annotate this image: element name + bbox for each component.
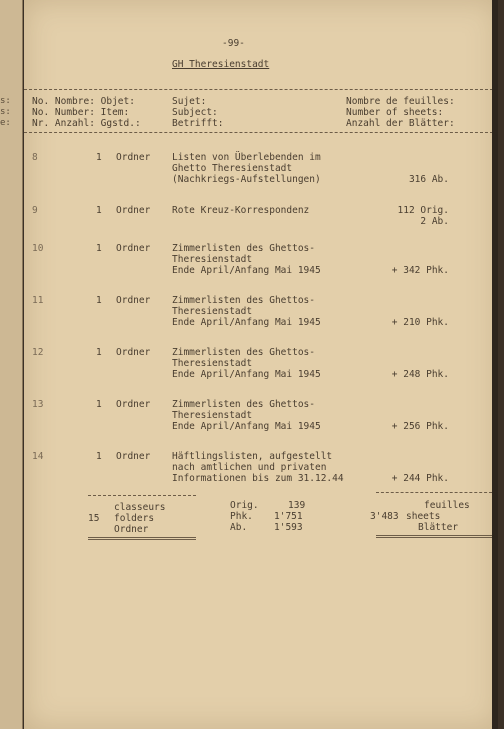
- row-subject-line: Zimmerlisten des Ghettos-: [172, 243, 315, 254]
- header-sheets-line: Number of sheets:: [346, 107, 444, 118]
- totals-rule-right: [376, 492, 492, 493]
- totals-breakdown-value: 1'593: [274, 522, 303, 533]
- totals-breakdown-label: Phk.: [230, 511, 253, 522]
- row-subject-line: Häftlingslisten, aufgestellt: [172, 451, 333, 462]
- totals-breakdown-value: 1'751: [274, 511, 303, 522]
- totals-sheets-label: feuilles: [424, 500, 470, 511]
- row-item: Ordner: [116, 347, 151, 358]
- row-number: 8: [32, 152, 38, 163]
- row-subject-line: Ende April/Anfang Mai 1945: [172, 265, 321, 276]
- totals-units-label: Ordner: [114, 524, 149, 535]
- totals-double-rule-right: [376, 535, 492, 538]
- header-left-line: Nr. Anzahl: Ggstd.:: [32, 118, 141, 129]
- row-subject-line: Ende April/Anfang Mai 1945: [172, 369, 321, 380]
- row-sheets: + 210 Phk.: [391, 317, 449, 328]
- totals-breakdown-value: 139: [288, 500, 306, 511]
- totals-breakdown-label: Orig.: [230, 500, 259, 511]
- row-subject-line: Zimmerlisten des Ghettos-: [172, 399, 315, 410]
- header-subject-line: Subject:: [172, 107, 218, 118]
- row-subject-line: Ende April/Anfang Mai 1945: [172, 317, 321, 328]
- row-count: 1: [96, 399, 102, 410]
- totals-sheets-count: 3'483: [370, 511, 399, 522]
- header-subject-line: Betrifft:: [172, 118, 224, 129]
- prev-page-fragment: s:: [0, 96, 11, 106]
- row-subject-line: Theresienstadt: [172, 358, 253, 369]
- page-title: GH Theresienstadt: [172, 59, 270, 70]
- totals-units-label: folders: [114, 513, 155, 524]
- row-sheets: 316 Ab.: [408, 174, 449, 185]
- prev-page-fragment: s:: [0, 107, 11, 117]
- row-count: 1: [96, 295, 102, 306]
- totals-units-count: 15: [88, 513, 100, 524]
- header-bottom-rule: [24, 132, 498, 133]
- row-count: 1: [96, 347, 102, 358]
- row-subject-line: Ghetto Theresienstadt: [172, 163, 293, 174]
- row-subject-line: nach amtlichen und privaten: [172, 462, 327, 473]
- row-number: 13: [32, 399, 44, 410]
- header-top-rule: [24, 89, 498, 90]
- row-subject-line: Theresienstadt: [172, 254, 253, 265]
- row-subject-line: Theresienstadt: [172, 306, 253, 317]
- row-item: Ordner: [116, 243, 151, 254]
- row-item: Ordner: [116, 399, 151, 410]
- row-count: 1: [96, 152, 102, 163]
- row-count: 1: [96, 451, 102, 462]
- totals-rule-left: [88, 495, 196, 496]
- row-number: 9: [32, 205, 38, 216]
- row-number: 10: [32, 243, 44, 254]
- row-item: Ordner: [116, 295, 151, 306]
- row-number: 11: [32, 295, 44, 306]
- page-number: -99-: [222, 38, 245, 49]
- prev-page-fragment: e:: [0, 118, 11, 128]
- document-page: [24, 0, 498, 729]
- row-sheets: + 248 Phk.: [391, 369, 449, 380]
- page-right-edge: [492, 0, 498, 729]
- row-subject-line: Zimmerlisten des Ghettos-: [172, 295, 315, 306]
- row-subject-line: Ende April/Anfang Mai 1945: [172, 421, 321, 432]
- totals-double-rule-left: [88, 537, 196, 540]
- previous-page-edge: [0, 0, 23, 729]
- row-subject-line: Zimmerlisten des Ghettos-: [172, 347, 315, 358]
- row-subject-line: Listen von Überlebenden im: [172, 152, 321, 163]
- header-sheets-line: Anzahl der Blätter:: [346, 118, 455, 129]
- row-sheets: 2 Ab.: [420, 216, 449, 227]
- row-item: Ordner: [116, 205, 151, 216]
- row-count: 1: [96, 243, 102, 254]
- header-left-line: No. Number: Item:: [32, 107, 130, 118]
- totals-breakdown-label: Ab.: [230, 522, 248, 533]
- header-subject-line: Sujet:: [172, 96, 207, 107]
- row-sheets: 112 Orig.: [397, 205, 449, 216]
- totals-units-label: classeurs: [114, 502, 166, 513]
- row-count: 1: [96, 205, 102, 216]
- row-sheets: + 342 Phk.: [391, 265, 449, 276]
- row-sheets: + 244 Phk.: [391, 473, 449, 484]
- row-subject-line: (Nachkriegs-Aufstellungen): [172, 174, 321, 185]
- row-number: 12: [32, 347, 44, 358]
- header-left-line: No. Nombre: Objet:: [32, 96, 135, 107]
- row-subject-line: Rote Kreuz-Korrespondenz: [172, 205, 310, 216]
- row-item: Ordner: [116, 451, 151, 462]
- totals-sheets-label: sheets: [406, 511, 441, 522]
- row-item: Ordner: [116, 152, 151, 163]
- row-sheets: + 256 Phk.: [391, 421, 449, 432]
- row-subject-line: Informationen bis zum 31.12.44: [172, 473, 344, 484]
- row-subject-line: Theresienstadt: [172, 410, 253, 421]
- header-sheets-line: Nombre de feuilles:: [346, 96, 455, 107]
- row-number: 14: [32, 451, 44, 462]
- totals-sheets-label: Blätter: [418, 522, 459, 533]
